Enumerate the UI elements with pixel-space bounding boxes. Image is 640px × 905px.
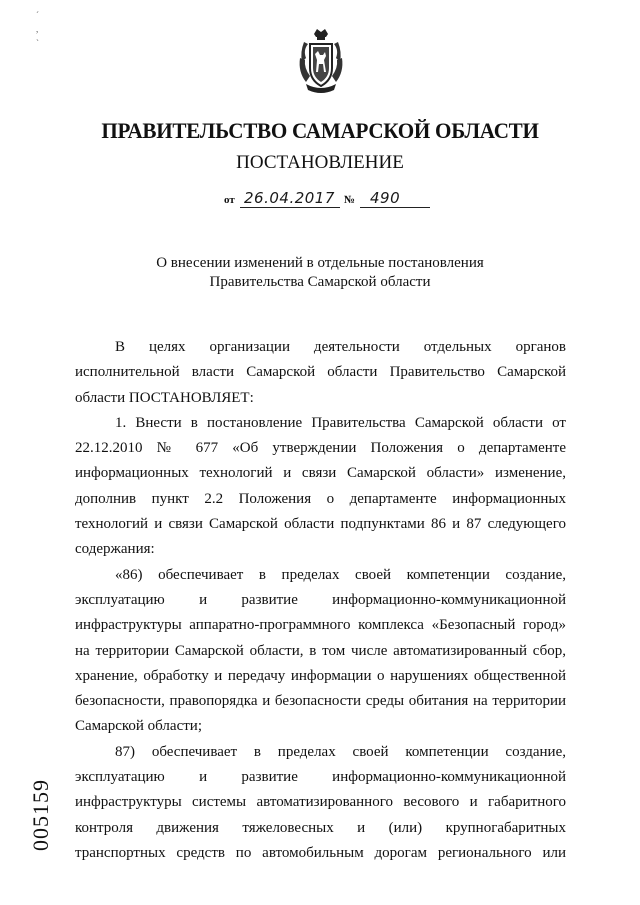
document-subject: [0, 254, 640, 292]
number-label: №: [344, 194, 356, 206]
date-value: 26.04.2017: [244, 189, 335, 207]
body-line: инфраструктуры системы автоматизированного весового и габаритного: [75, 794, 566, 811]
document-type: ПОСТАНОВЛЕНИЕ: [236, 152, 404, 173]
body-line: 87) обеспечивает в пределах своей компетенции создание,: [115, 743, 566, 760]
body-line: содержания:: [75, 541, 155, 558]
body-line: эксплуатацию и развитие информационно-коммуникационной: [75, 591, 566, 608]
subject-line: О внесении изменений в отдельные постановления: [156, 255, 484, 271]
body-line: области ПОСТАНОВЛЯЕТ:: [75, 389, 254, 406]
body-line: транспортных средств по автомобильным дорогам регионального или: [75, 844, 566, 861]
body-line: 1. Внести в постановление Правительства Самарской области от: [115, 414, 566, 431]
coat-of-arms-icon: [296, 28, 346, 96]
body-line: инфраструктуры аппаратно-программного комплекса «Безопасный город»: [75, 617, 566, 634]
scan-corner-marks: ´ , `: [36, 10, 39, 48]
body-line: Самарской области;: [75, 718, 202, 735]
body-line: контроля движения тяжеловесных и (или) крупногабаритных: [75, 819, 566, 836]
body-line: хранение, обработку и передачу информации о нарушениях общественной: [75, 667, 566, 684]
registration-stamp: [28, 770, 54, 860]
body-line: В целях организации деятельности отдельных органов: [115, 339, 566, 355]
government-title: ПРАВИТЕЛЬСТВО САМАРСКОЙ ОБЛАСТИ: [101, 118, 539, 143]
body-line: на территории Самарской области, в том числе автоматизированный сбор,: [75, 642, 566, 659]
body-line: безопасности, правопорядка и безопасности среды обитания на территории: [75, 693, 566, 710]
date-number-line: [224, 186, 434, 210]
subject-line: Правительства Самарской области: [209, 274, 431, 290]
body-line: технологий и связи Самарской области подпунктами 86 и 87 следующего: [75, 516, 566, 533]
date-underline: [240, 207, 340, 208]
body-line: информационных технологий и связи Самарской области» изменение,: [75, 465, 566, 482]
body-line: «86) обеспечивает в пределах своей компетенции создание,: [115, 566, 566, 583]
number-value: 490: [370, 189, 401, 207]
body-line: 22.12.2010 № 677 «Об утверждении Положения о департаменте: [75, 440, 566, 457]
date-label: от: [224, 194, 235, 206]
body-line: исполнительной власти Самарской области Правительство Самарской: [75, 364, 566, 381]
body-line: эксплуатацию и развитие информационно-коммуникационной: [75, 769, 566, 786]
number-underline: [360, 207, 430, 208]
stamp-number: 005159: [28, 779, 53, 851]
document-body: [75, 335, 566, 866]
body-line: дополнив пункт 2.2 Положения о департаменте информационных: [75, 490, 566, 507]
